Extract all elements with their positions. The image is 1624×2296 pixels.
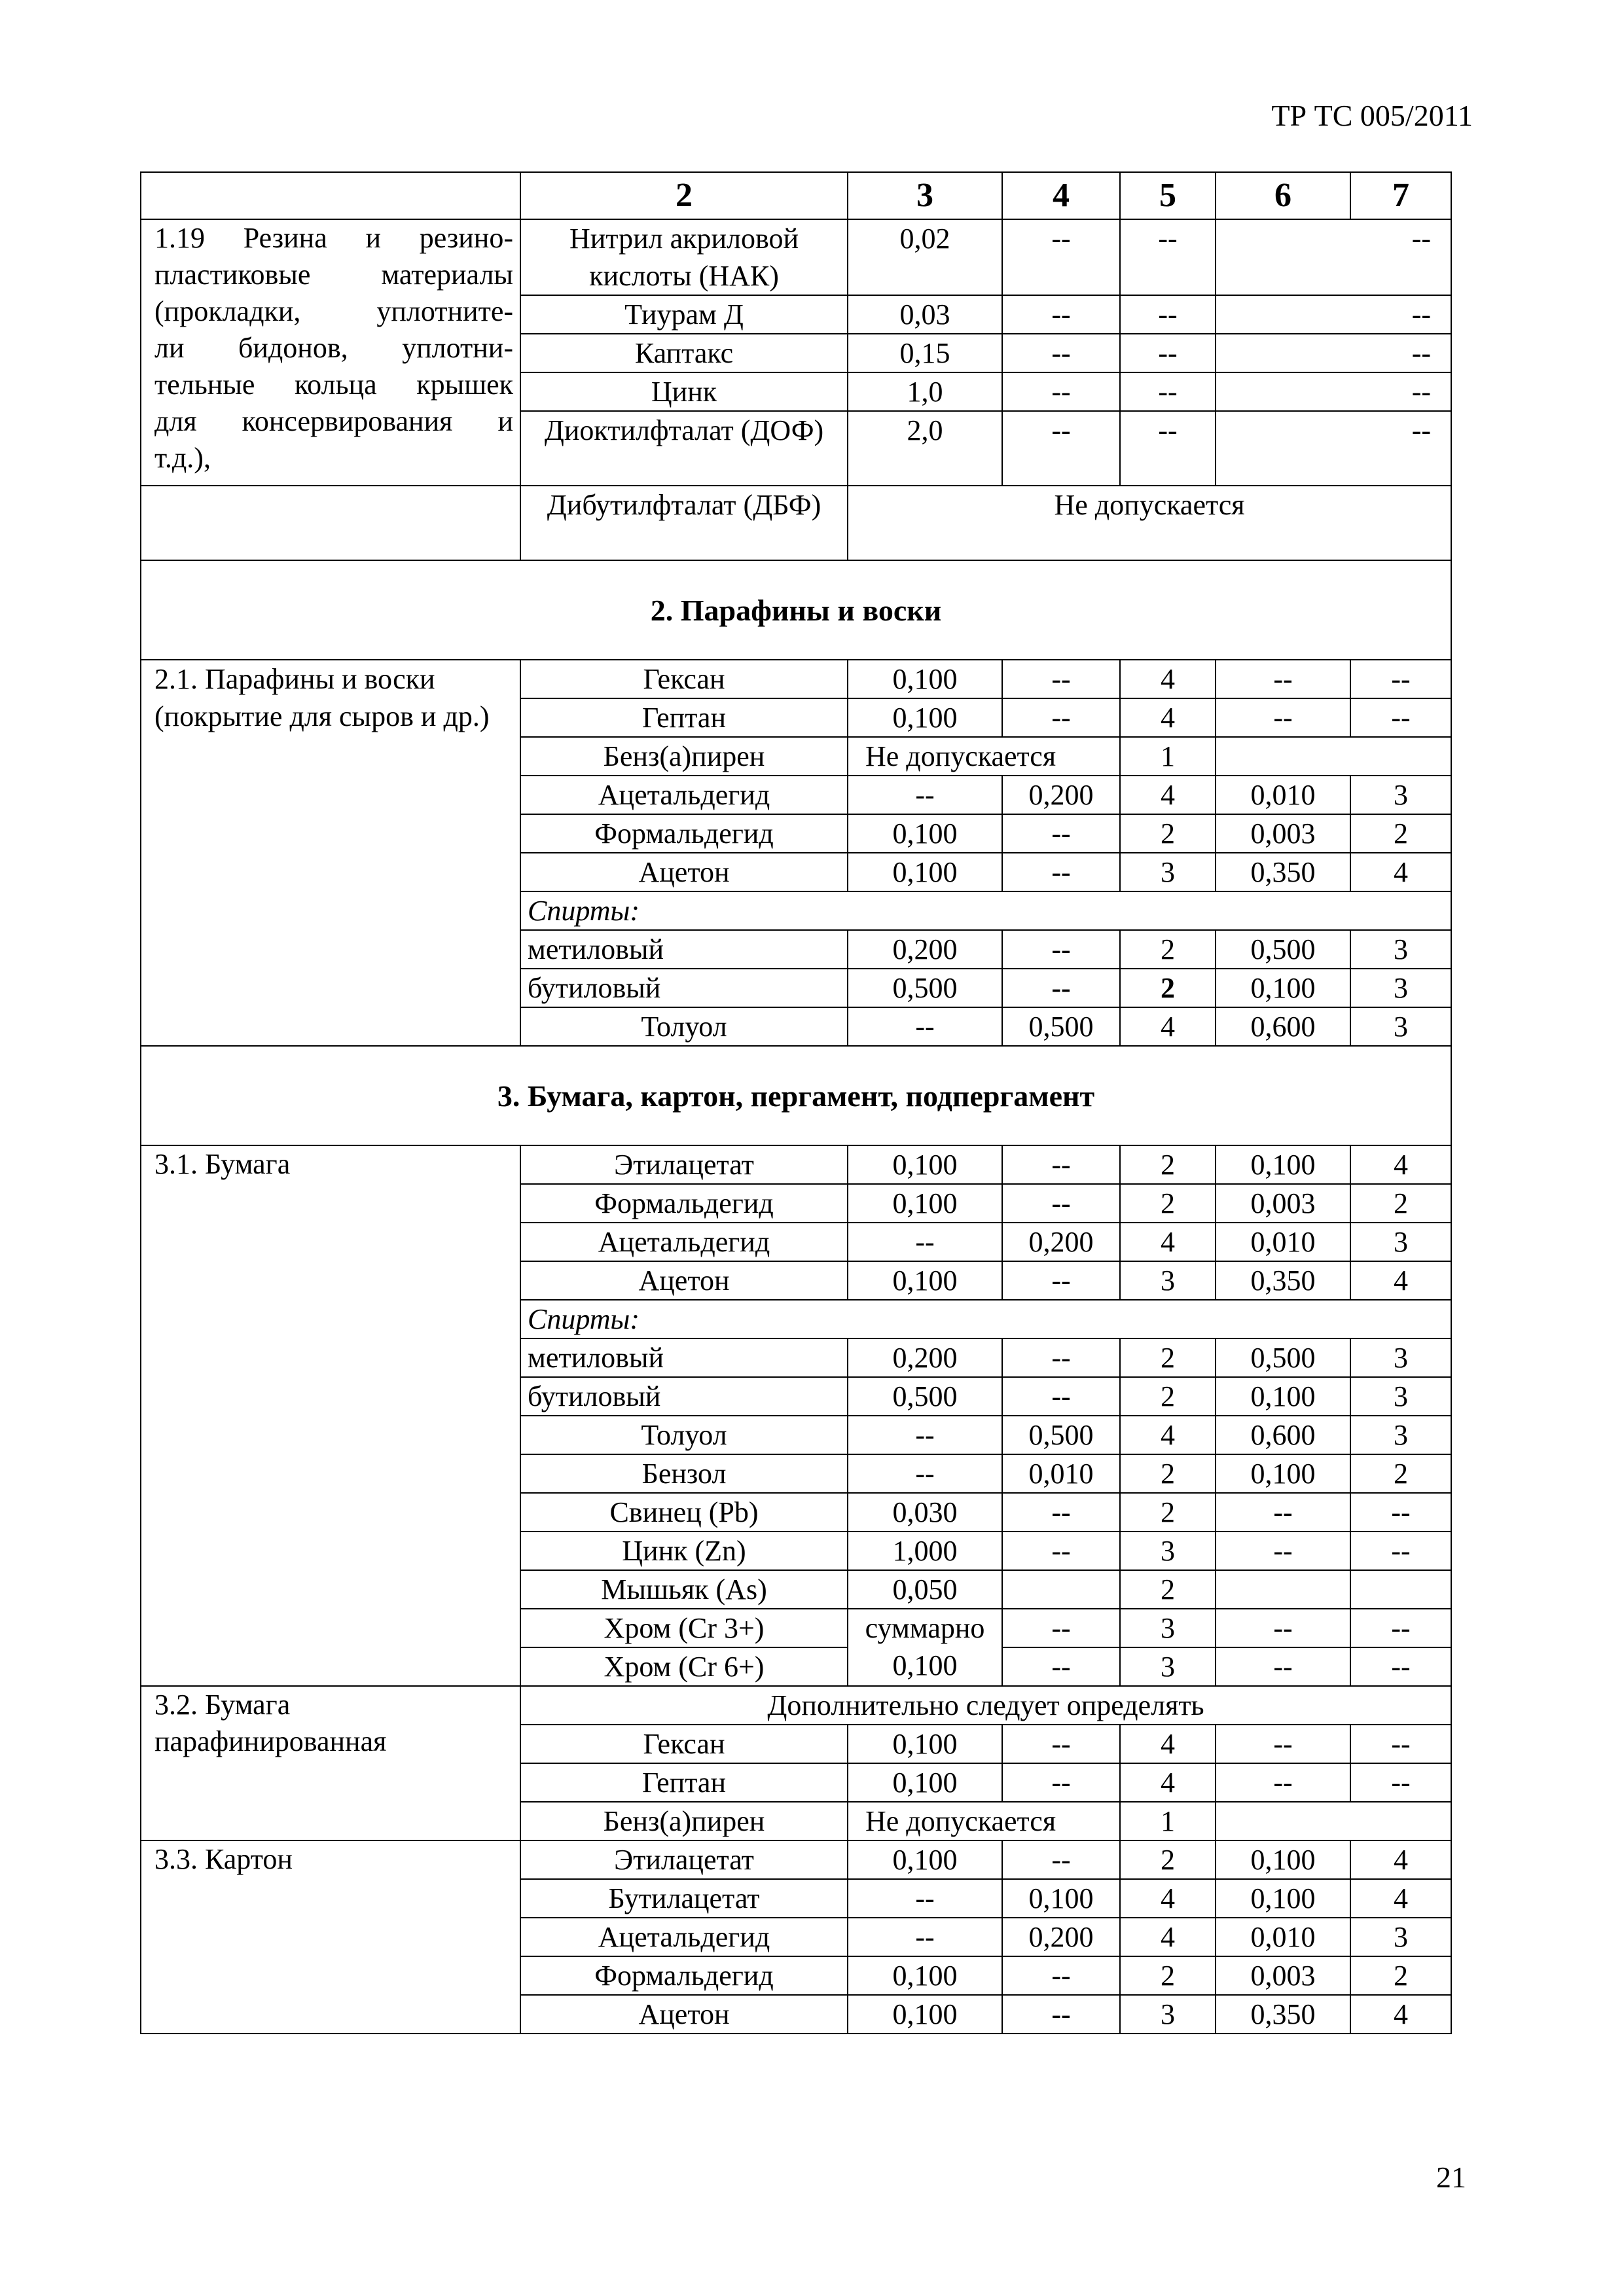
substance-name: Гексан [520,1725,848,1763]
value-c3: 0,100 [848,1145,1002,1184]
value-c7: 4 [1350,1261,1451,1300]
value-c6: -- [1216,334,1451,372]
substance-name: Свинец (Pb) [520,1493,848,1532]
value-c7: 3 [1350,1338,1451,1377]
substance-name: Бутилацетат [520,1879,848,1918]
value-c4: -- [1002,1493,1120,1532]
substance-name: Хром (Cr 6+) [520,1647,848,1686]
header-blank-cell [141,172,520,219]
section-title-row [141,1046,1451,1145]
column-number-4: 4 [1002,172,1120,219]
product-name-cell [141,1686,520,1840]
value-c3: -- [848,776,1002,814]
value-c6: 0,600 [1216,1007,1350,1046]
value-c4: -- [1002,930,1120,969]
value-c4: 0,500 [1002,1416,1120,1454]
value-c4: -- [1002,1840,1120,1879]
value-c5: 4 [1120,1007,1216,1046]
value-c4: -- [1002,372,1120,411]
value-c6: -- [1216,1493,1350,1532]
alcohols-label: Спирты: [520,891,1451,930]
value-c4: -- [1002,1261,1120,1300]
value-c6: -- [1216,698,1350,737]
substance-name: Цинк (Zn) [520,1532,848,1570]
value-c3: 0,100 [848,853,1002,891]
value-c5: 4 [1120,1725,1216,1763]
value-c6: 0,600 [1216,1416,1350,1454]
value-c4: -- [1002,219,1120,295]
substance-name: Диоктилфталат (ДОФ) [520,411,848,486]
product-name-cell: 3.1. Бумага [141,1145,520,1686]
table-row [141,660,1451,698]
substance-name: Ацетальдегид [520,1223,848,1261]
substance-name: Гептан [520,1763,848,1802]
value-c4: -- [1002,295,1120,334]
value-c3: -- [848,1416,1002,1454]
document-code: ТР ТС 005/2011 [1271,99,1473,132]
table-row [141,1145,1451,1184]
value-c5: 3 [1120,1532,1216,1570]
substance-name: Этилацетат [520,1145,848,1184]
product-name-line: для консервирования и [154,405,513,437]
value-c7: -- [1350,698,1451,737]
value-blank [1216,737,1451,776]
value-c4: -- [1002,411,1120,486]
value-c7: 2 [1350,1184,1451,1223]
value-c7: -- [1350,1725,1451,1763]
value-c6: 0,010 [1216,1223,1350,1261]
alcohols-label: Спирты: [520,1300,1451,1338]
value-c4: -- [1002,1609,1120,1647]
value-c7: 4 [1350,1145,1451,1184]
value-c5: 4 [1120,660,1216,698]
value-c7: -- [1350,1493,1451,1532]
value-c6: -- [1216,1609,1350,1647]
value-c6: -- [1216,411,1451,486]
substance-name: Этилацетат [520,1840,848,1879]
value-c6: 0,100 [1216,1454,1350,1493]
value-c4: -- [1002,1145,1120,1184]
value-c3: 0,03 [848,295,1002,334]
hygiene-standards-table [140,171,1452,2034]
product-name-line: 1.19 Резина и резино- [154,222,513,254]
value-c7: 3 [1350,969,1451,1007]
substance-name: Формальдегид [520,1184,848,1223]
value-c5: -- [1120,219,1216,295]
value-c5: 3 [1120,853,1216,891]
not-permitted-note: Не допускается [848,737,1120,776]
substance-name: бутиловый [520,969,848,1007]
summary-value: 0,100 [892,1649,958,1681]
value-c7: -- [1350,1647,1451,1686]
value-c3: 0,100 [848,1840,1002,1879]
value-c6: 0,500 [1216,1338,1350,1377]
substance-name: Формальдегид [520,814,848,853]
value-c3: 1,0 [848,372,1002,411]
value-c3: 0,15 [848,334,1002,372]
substance-name: Гексан [520,660,848,698]
value-c6: 0,500 [1216,930,1350,969]
value-c6: -- [1216,372,1451,411]
value-c5: 2 [1120,1377,1216,1416]
value-c6: 0,100 [1216,969,1350,1007]
value-c6: -- [1216,1725,1350,1763]
value-c3: -- [848,1454,1002,1493]
value-c3: -- [848,1007,1002,1046]
value-c3: 0,500 [848,1377,1002,1416]
substance-name: Хром (Cr 3+) [520,1609,848,1647]
value-c5: 2 [1120,814,1216,853]
value-c3: 0,100 [848,1184,1002,1223]
column-number-6: 6 [1216,172,1350,219]
value-c4: -- [1002,1532,1120,1570]
product-name-line: тельные кольца крышек [154,368,513,401]
value-c7: 4 [1350,1879,1451,1918]
value-c7: 4 [1350,1995,1451,2034]
value-c4: 0,200 [1002,1223,1120,1261]
substance-name: Бенз(а)пирен [520,1802,848,1840]
value-c5: 3 [1120,1261,1216,1300]
value-c6: 0,010 [1216,776,1350,814]
value-c3: 0,100 [848,1995,1002,2034]
value-c7: 3 [1350,930,1451,969]
section-title: 2. Парафины и воски [141,560,1451,660]
value-c3: 0,030 [848,1493,1002,1532]
table-row [141,219,1451,295]
value-c5: 4 [1120,1918,1216,1956]
additional-note: Дополнительно следует определять [520,1686,1451,1725]
value-c6: 0,100 [1216,1879,1350,1918]
product-name-line: пластиковые материалы [154,259,513,291]
page-number: 21 [1436,2161,1466,2194]
value-c5: 2 [1120,1338,1216,1377]
value-c4: -- [1002,1995,1120,2034]
value-c5: 2 [1120,1840,1216,1879]
value-c3: 0,100 [848,1763,1002,1802]
substance-name: Мышьяк (As) [520,1570,848,1609]
value-c7: 3 [1350,1377,1451,1416]
substance-name: Каптакс [520,334,848,372]
product-name-cell-empty [141,486,520,560]
value-c5: 4 [1120,1763,1216,1802]
value-c4: -- [1002,660,1120,698]
substance-name: Ацетальдегид [520,1918,848,1956]
value-c6: -- [1216,1763,1350,1802]
value-c6: 0,003 [1216,814,1350,853]
value-c5: 1 [1120,737,1216,776]
value-c5: 4 [1120,1223,1216,1261]
summary-label: суммарно [865,1612,985,1644]
value-c3: 0,100 [848,1261,1002,1300]
section-title: 3. Бумага, картон, пергамент, подпергамент [141,1046,1451,1145]
substance-name: Цинк [520,372,848,411]
value-c3: 2,0 [848,411,1002,486]
column-number-7: 7 [1350,172,1451,219]
value-c5: 1 [1120,1802,1216,1840]
value-c5: 2 [1120,1956,1216,1995]
table-row [141,1686,1451,1725]
value-c7: -- [1350,1763,1451,1802]
product-name-line: 3.2. Бумага [154,1689,291,1721]
value-c5: 2 [1120,1570,1216,1609]
value-c5: -- [1120,295,1216,334]
value-c5: 2 [1120,1454,1216,1493]
value-c7: 2 [1350,1454,1451,1493]
value-c7: -- [1350,660,1451,698]
value-c3: 0,100 [848,1956,1002,1995]
value-c6 [1216,1570,1350,1609]
not-permitted-note: Не допускается [848,1802,1120,1840]
substance-name: Нитрил акриловой кислоты (НАК) [520,219,848,295]
value-c4: -- [1002,853,1120,891]
value-c6: 0,100 [1216,1377,1350,1416]
substance-name: Дибутилфталат (ДБФ) [520,486,848,560]
value-c3: 0,02 [848,219,1002,295]
substance-name: метиловый [520,1338,848,1377]
substance-name: Ацетон [520,1261,848,1300]
value-c7: 4 [1350,1840,1451,1879]
value-c5: 4 [1120,1416,1216,1454]
value-c3: 0,100 [848,814,1002,853]
value-c4: -- [1002,698,1120,737]
value-c4: -- [1002,1647,1120,1686]
value-c6: -- [1216,219,1451,295]
value-c5: 2 [1120,1145,1216,1184]
value-c6: 0,003 [1216,1184,1350,1223]
value-c6: 0,350 [1216,853,1350,891]
value-c5: 2 [1120,1493,1216,1532]
value-c5: 2 [1120,1184,1216,1223]
product-name-line: парафинированная [154,1725,387,1757]
value-c6: -- [1216,660,1350,698]
value-c4: 0,200 [1002,776,1120,814]
value-c4: -- [1002,1184,1120,1223]
value-c5: -- [1120,411,1216,486]
value-c4: 0,010 [1002,1454,1120,1493]
value-c3: -- [848,1879,1002,1918]
value-c5: -- [1120,372,1216,411]
value-c6: -- [1216,295,1451,334]
substance-name: Толуол [520,1416,848,1454]
value-c4: -- [1002,969,1120,1007]
section-title-row [141,560,1451,660]
value-c4: 0,200 [1002,1918,1120,1956]
value-c5: 3 [1120,1647,1216,1686]
value-c5: -- [1120,334,1216,372]
value-c3: 0,200 [848,1338,1002,1377]
value-c7: 4 [1350,853,1451,891]
value-c7: 2 [1350,814,1451,853]
value-c7: 3 [1350,776,1451,814]
product-name-line: т.д.), [154,442,211,474]
value-c5: 3 [1120,1995,1216,2034]
value-c3: 1,000 [848,1532,1002,1570]
value-c3: 0,100 [848,1725,1002,1763]
value-c7: -- [1350,1532,1451,1570]
value-c5: 2 [1120,969,1216,1007]
substance-name: Гептан [520,698,848,737]
value-c5: 4 [1120,1879,1216,1918]
value-c4: -- [1002,1956,1120,1995]
value-c6: 0,100 [1216,1145,1350,1184]
product-name-line: ли бидонов, уплотни- [154,332,513,364]
value-c3: 0,100 [848,660,1002,698]
value-c4: 0,100 [1002,1879,1120,1918]
substance-name: Бенз(а)пирен [520,737,848,776]
value-c4: -- [1002,334,1120,372]
value-c7 [1350,1570,1451,1609]
substance-name: бутиловый [520,1377,848,1416]
value-c7: 3 [1350,1223,1451,1261]
value-c5: 4 [1120,698,1216,737]
value-c6: 0,003 [1216,1956,1350,1995]
product-name-cell [141,219,520,486]
substance-name: метиловый [520,930,848,969]
value-c4: 0,500 [1002,1007,1120,1046]
value-c3: 0,500 [848,969,1002,1007]
product-name-cell: 3.3. Картон [141,1840,520,2034]
column-number-row [141,172,1451,219]
table-row [141,486,1451,560]
substance-name: Формальдегид [520,1956,848,1995]
substance-name: Ацетальдегид [520,776,848,814]
value-c4: -- [1002,1763,1120,1802]
value-c7: 3 [1350,1007,1451,1046]
value-c5: 2 [1120,930,1216,969]
value-c4: -- [1002,1377,1120,1416]
value-c3-summary [848,1609,1002,1686]
not-permitted-note: Не допускается [848,486,1451,560]
value-c3: 0,050 [848,1570,1002,1609]
value-c7: -- [1350,1609,1451,1647]
column-number-5: 5 [1120,172,1216,219]
value-c4: -- [1002,814,1120,853]
value-c3: -- [848,1918,1002,1956]
product-name-cell: 2.1. Парафины и воски (покрытие для сыров и др.) [141,660,520,1046]
value-c7: 3 [1350,1918,1451,1956]
value-c6: 0,100 [1216,1840,1350,1879]
value-c4: -- [1002,1725,1120,1763]
value-c5: 3 [1120,1609,1216,1647]
value-c6: 0,350 [1216,1995,1350,2034]
value-c3: 0,200 [848,930,1002,969]
substance-name: Ацетон [520,1995,848,2034]
value-c5: 4 [1120,776,1216,814]
value-c6: -- [1216,1532,1350,1570]
value-c3: 0,100 [848,698,1002,737]
substance-name: Бензол [520,1454,848,1493]
value-c6: -- [1216,1647,1350,1686]
substance-name: Ацетон [520,853,848,891]
value-c7: 2 [1350,1956,1451,1995]
table-row [141,1840,1451,1879]
value-c7: 3 [1350,1416,1451,1454]
value-c4 [1002,1570,1120,1609]
product-name-line: (прокладки, уплотните- [154,295,513,327]
value-c6: 0,010 [1216,1918,1350,1956]
column-number-3: 3 [848,172,1002,219]
value-c6: 0,350 [1216,1261,1350,1300]
value-blank [1216,1802,1451,1840]
substance-name: Толуол [520,1007,848,1046]
substance-name: Тиурам Д [520,295,848,334]
value-c4: -- [1002,1338,1120,1377]
value-c3: -- [848,1223,1002,1261]
column-number-2: 2 [520,172,848,219]
